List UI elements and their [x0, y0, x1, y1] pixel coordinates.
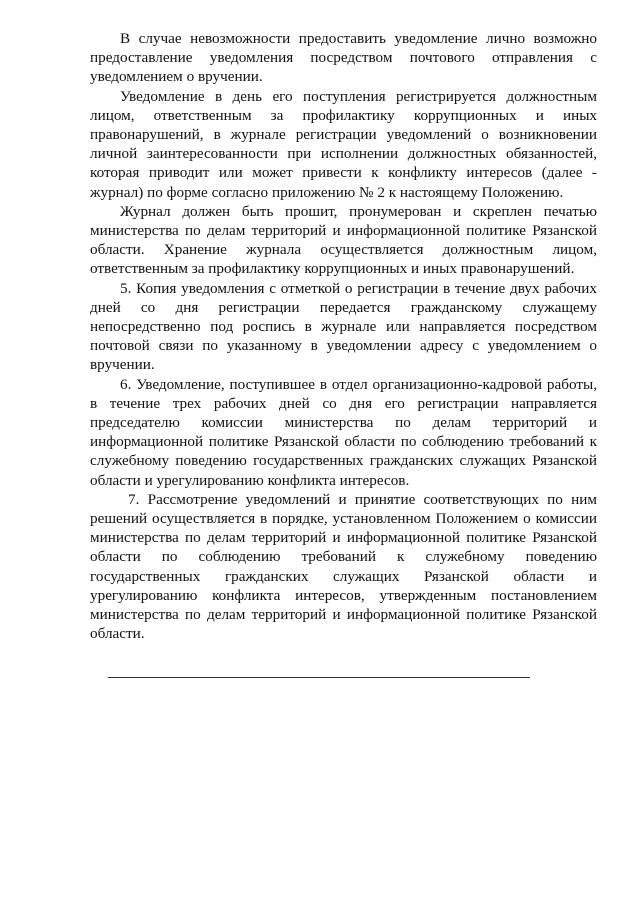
paragraph-postal-notification: В случае невозможности предоставить уведомление лично возможно предоставление уведомления посредством почтового отправления с уведомлением о вручении. — [90, 30, 597, 86]
paragraph-item-7: 7. Рассмотрение уведомлений и принятие соответствующих по ним решений осуществляется в порядке, установленном Положением о комиссии министерства по делам территорий и информационной политике Рязанской области по соблюдению требований к служебному поведению государственных гражданских служащих Рязанской области и урегулированию конфликта интересов, утвержденным постановлением министерства по делам территорий и информационной политике Рязанской области. — [90, 490, 597, 643]
end-separator-line — [108, 677, 530, 678]
paragraph-item-5: 5. Копия уведомления с отметкой о регистрации в течение двух рабочих дней со дня регистрации передается гражданскому служащему непосредственно под роспись в журнале или направляется посредством почтовой связи по указанному в уведомлении адресу с уведомлением о вручении. — [90, 279, 597, 374]
paragraph-journal-storage: Журнал должен быть прошит, пронумерован и скреплен печатью министерства по делам территорий и информационной политике Рязанской области. Хранение журнала осуществляется должностным лицом, ответственным за профилактику коррупционных и иных правонарушений. — [90, 202, 597, 278]
paragraph-item-6: 6. Уведомление, поступившее в отдел организационно-кадровой работы, в течение трех рабочих дней со дня его регистрации направляется председателю комиссии министерства по делам территорий и информационной политике Рязанской области по соблюдению требований к служебному поведению государственных гражданских служащих Рязанской области и урегулированию конфликта интересов. — [90, 375, 597, 489]
document-body — [90, 29, 597, 644]
paragraph-registration: Уведомление в день его поступления регистрируется должностным лицом, ответственным за профилактику коррупционных и иных правонарушений, в журнале регистрации уведомлений о возникновении личной заинтересованности при исполнении должностных обязанностей, которая приводит или может привести к конфликту интересов (далее - журнал) по форме согласно приложению № 2 к настоящему Положению. — [90, 87, 597, 201]
